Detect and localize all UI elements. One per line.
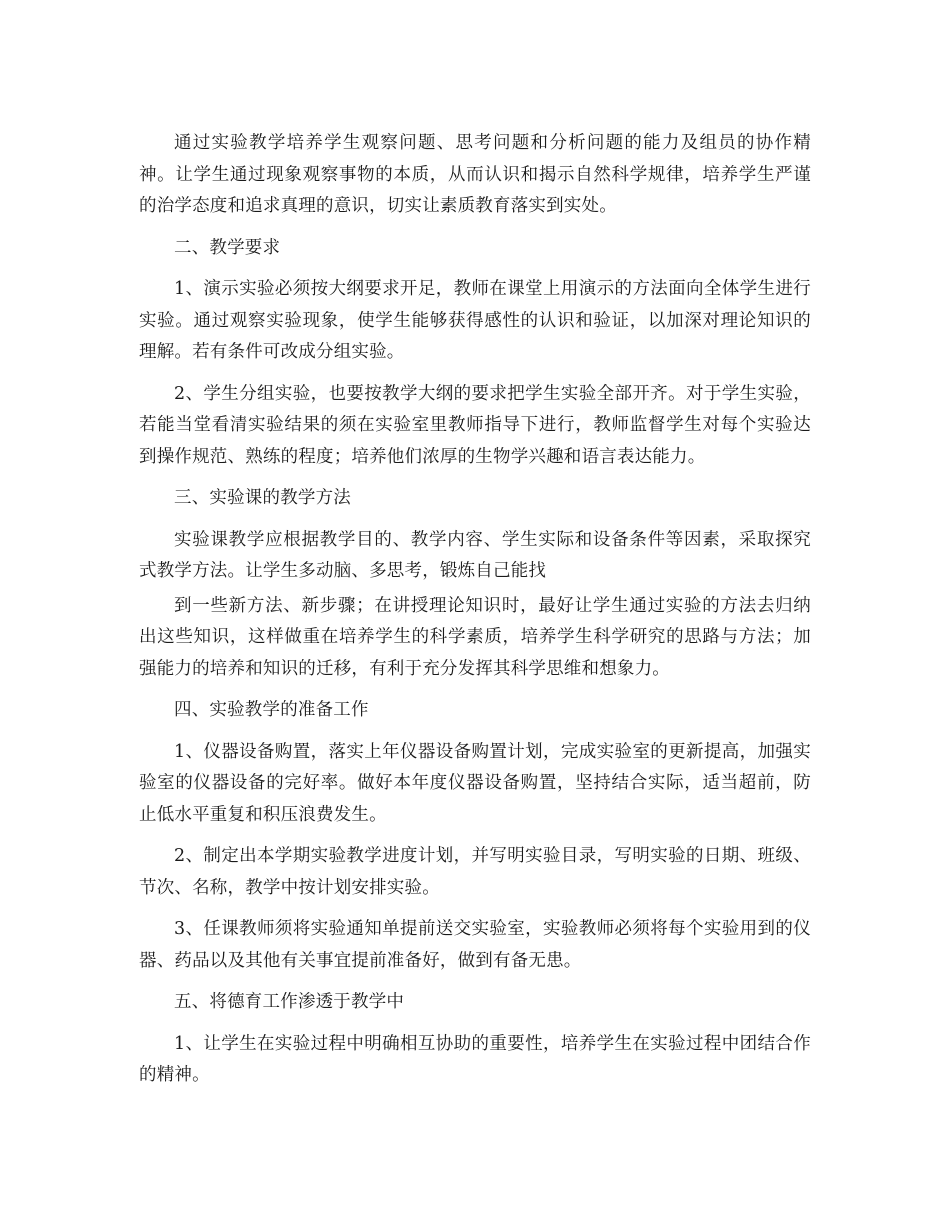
section-heading-teaching-requirements: 二、教学要求 — [174, 237, 281, 258]
paragraph-demo-experiments: 1、演示实验必须按大纲要求开足，教师在课堂上用演示的方法面向全体学生进行实验。通过观察实验现象，使学生能够获得感性的认识和验证，以加深对理论知识的理解。若有条件可改成分组实验。 — [139, 279, 811, 362]
paragraph-inquiry-method: 实验课教学应根据教学目的、教学内容、学生实际和设备条件等因素，采取探究式教学方法。让学生多动脑、多思考，锻炼自己能找 — [139, 529, 811, 581]
paragraph-group-experiments: 2、学生分组实验，也要按教学大纲的要求把学生实验全部开齐。对于学生实验，若能当堂看清实验结果的须在实验室里教师指导下进行，教师监督学生对每个实验达到操作规范、熟练的程度；培养他们浓厚的生物学兴趣和语言表达能力。 — [139, 383, 811, 467]
paragraph-cooperation: 1、让学生在实验过程中明确相互协助的重要性，培养学生在实验过程中团结合作的精神。 — [139, 1033, 811, 1085]
paragraph-notice-form: 3、任课教师须将实验通知单提前送交实验室，实验教师必须将每个实验用到的仪器、药品以及其他有关事宜提前准备好，做到有备无患。 — [139, 919, 811, 971]
paragraph-equipment-purchase: 1、仪器设备购置，落实上年仪器设备购置计划，完成实验室的更新提高，加强实验室的仪器设备的完好率。做好本年度仪器设备购置，坚持结合实际，适当超前，防止低水平重复和积压浪费发生。 — [139, 741, 811, 825]
paragraph-progress-plan: 2、制定出本学期实验教学进度计划，并写明实验目录，写明实验的日期、班级、节次、名称，教学中按计划安排实验。 — [139, 846, 811, 898]
section-heading-moral-education: 五、将德育工作渗透于教学中 — [174, 992, 405, 1012]
paragraph-new-methods: 到一些新方法、新步骤；在讲授理论知识时，最好让学生通过实验的方法去归纳出这些知识，这样做重在培养学生的科学素质，培养学生科学研究的思路与方法；加强能力的培养和知识的迁移，有利于充分发挥其科学思维和想象力。 — [139, 595, 811, 679]
section-heading-preparation: 四、实验教学的准备工作 — [174, 700, 369, 720]
section-heading-teaching-methods: 三、实验课的教学方法 — [174, 488, 351, 508]
paragraph-intro: 通过实验教学培养学生观察问题、思考问题和分析问题的能力及组员的协作精神。让学生通过现象观察事物的本质，从而认识和揭示自然科学规律，培养学生严谨的治学态度和追求真理的意识，切实让素质教育落实到实处。 — [139, 133, 811, 216]
document-body — [139, 128, 811, 1092]
